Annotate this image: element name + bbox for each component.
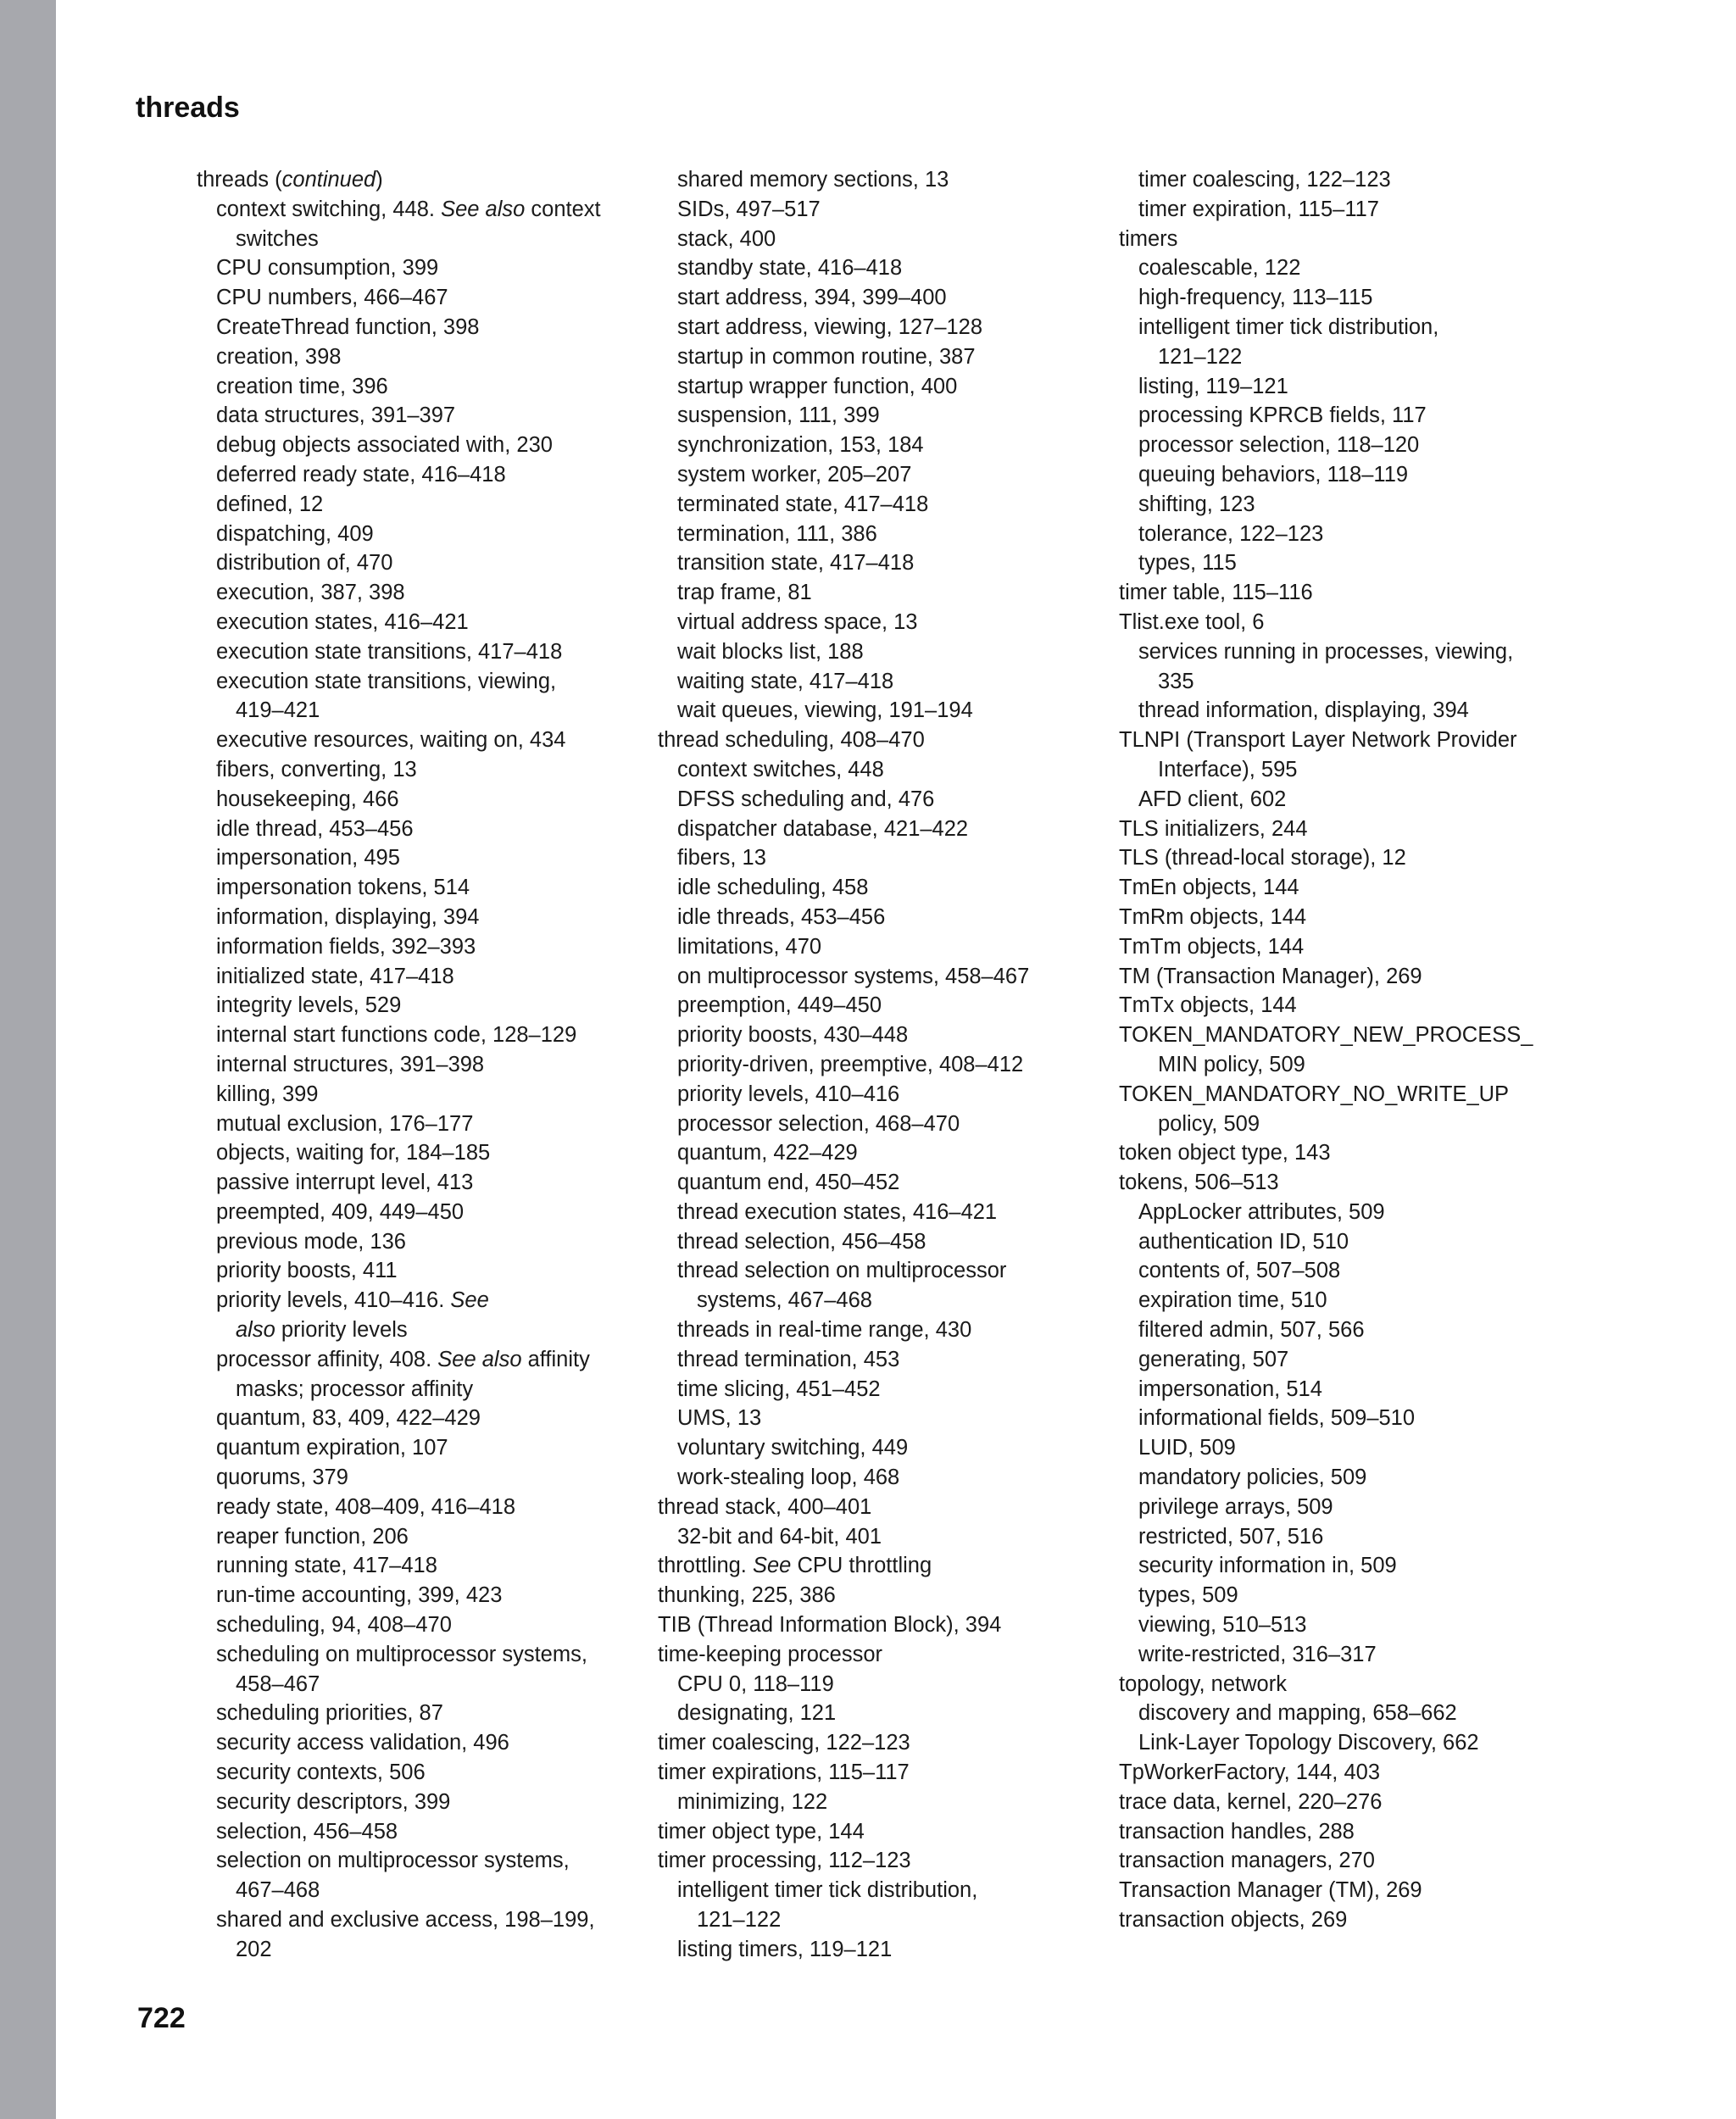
index-subentry: LUID, 509: [1138, 1436, 1236, 1460]
index-subentry: DFSS scheduling and, 476: [677, 787, 935, 811]
index-subentry: scheduling priorities, 87: [216, 1701, 443, 1726]
index-subentry: CPU numbers, 466–467: [216, 286, 448, 310]
index-subentry: termination, 111, 386: [677, 521, 877, 546]
index-subentry: initialized state, 417–418: [216, 964, 454, 988]
index-subentry: run-time accounting, 399, 423: [216, 1583, 503, 1608]
index-subentry: privilege arrays, 509: [1138, 1494, 1333, 1519]
index-entry: TmRm objects, 144: [1119, 904, 1307, 929]
index-subentry: generating, 507: [1138, 1347, 1289, 1371]
index-subentry: timer expiration, 115–117: [1138, 197, 1379, 221]
index-subentry: on multiprocessor systems, 458–467: [677, 964, 1030, 988]
index-subentry: priority-driven, preemptive, 408–412: [677, 1052, 1024, 1076]
index-subentry: quorums, 379: [216, 1466, 348, 1490]
index-entry: timer table, 115–116: [1119, 581, 1313, 605]
index-entry-continuation: 121–122: [1158, 344, 1243, 369]
index-subentry: coalescable, 122: [1138, 256, 1301, 281]
index-subentry: information, displaying, 394: [216, 904, 480, 929]
index-subentry: filtered admin, 507, 566: [1138, 1318, 1365, 1343]
index-column-1: [197, 165, 654, 1965]
index-subentry: processor selection, 118–120: [1138, 433, 1420, 458]
index-entry: TLS initializers, 244: [1119, 816, 1308, 841]
index-subentry: priority levels, 410–416. See: [216, 1288, 489, 1313]
index-subentry: types, 115: [1138, 551, 1237, 576]
index-subentry: minimizing, 122: [677, 1789, 828, 1814]
index-subentry: SIDs, 497–517: [677, 197, 821, 221]
index-subentry: internal structures, 391–398: [216, 1052, 485, 1076]
index-entry-continuation: MIN policy, 509: [1158, 1052, 1305, 1076]
index-subentry: shifting, 123: [1138, 492, 1255, 516]
index-subentry: intelligent timer tick distribution,: [1138, 314, 1439, 339]
index-entry: TIB (Thread Information Block), 394: [658, 1613, 1002, 1638]
index-subentry: execution state transitions, 417–418: [216, 639, 563, 664]
index-entry-continuation: systems, 467–468: [697, 1288, 872, 1313]
index-subentry: timer coalescing, 122–123: [1138, 168, 1391, 192]
index-subentry: creation time, 396: [216, 374, 388, 398]
index-subentry: time slicing, 451–452: [677, 1377, 881, 1401]
index-subentry: integrity levels, 529: [216, 993, 402, 1018]
index-entry: timer expirations, 115–117: [658, 1760, 910, 1785]
index-subentry: impersonation, 495: [216, 846, 400, 870]
index-subentry: high-frequency, 113–115: [1138, 286, 1373, 310]
index-subentry: threads in real-time range, 430: [677, 1318, 972, 1343]
index-subentry: deferred ready state, 416–418: [216, 462, 506, 487]
index-subentry: running state, 417–418: [216, 1554, 437, 1578]
index-entry-continuation: Interface), 595: [1158, 757, 1298, 781]
index-entry: transaction handles, 288: [1119, 1819, 1355, 1844]
index-entry: TmTm objects, 144: [1119, 934, 1305, 959]
index-subentry: internal start functions code, 128–129: [216, 1023, 577, 1048]
index-entry-continuation: 335: [1158, 669, 1194, 693]
index-subentry: thread selection, 456–458: [677, 1229, 926, 1254]
index-subentry: idle threads, 453–456: [677, 904, 886, 929]
index-entry: transaction objects, 269: [1119, 1908, 1348, 1933]
index-subentry: types, 509: [1138, 1583, 1238, 1608]
index-subentry: shared and exclusive access, 198–199,: [216, 1908, 595, 1933]
index-subentry: reaper function, 206: [216, 1524, 409, 1549]
index-subentry: terminated state, 417–418: [677, 492, 929, 516]
index-subentry: dispatching, 409: [216, 521, 374, 546]
index-subentry: quantum end, 450–452: [677, 1171, 900, 1195]
index-subentry: previous mode, 136: [216, 1229, 406, 1254]
index-subentry: distribution of, 470: [216, 551, 393, 576]
index-subentry: processor selection, 468–470: [677, 1111, 960, 1136]
index-subentry: idle thread, 453–456: [216, 816, 414, 841]
index-subentry: idle scheduling, 458: [677, 876, 869, 900]
index-subentry: tolerance, 122–123: [1138, 521, 1324, 546]
index-subentry: thread execution states, 416–421: [677, 1199, 998, 1224]
index-entry: TLNPI (Transport Layer Network Provider: [1119, 728, 1517, 753]
index-entry-continuation: 121–122: [697, 1908, 782, 1933]
index-subentry: executive resources, waiting on, 434: [216, 728, 566, 753]
index-entry: TM (Transaction Manager), 269: [1119, 964, 1422, 988]
index-subentry: security information in, 509: [1138, 1554, 1397, 1578]
index-subentry: impersonation, 514: [1138, 1377, 1322, 1401]
index-subentry: standby state, 416–418: [677, 256, 903, 281]
index-subentry: write-restricted, 316–317: [1138, 1642, 1377, 1666]
index-subentry: mandatory policies, 509: [1138, 1466, 1367, 1490]
index-subentry: housekeeping, 466: [216, 787, 399, 811]
index-subentry: scheduling on multiprocessor systems,: [216, 1642, 587, 1666]
index-subentry: processor affinity, 408. See also affinity: [216, 1347, 590, 1371]
index-subentry: restricted, 507, 516: [1138, 1524, 1324, 1549]
index-subentry: fibers, converting, 13: [216, 757, 417, 781]
index-subentry: CPU consumption, 399: [216, 256, 439, 281]
index-subentry: startup wrapper function, 400: [677, 374, 958, 398]
index-subentry: authentication ID, 510: [1138, 1229, 1349, 1254]
index-entry: threads (continued): [197, 168, 383, 192]
index-entry: topology, network: [1119, 1671, 1287, 1696]
index-subentry: selection on multiprocessor systems,: [216, 1849, 570, 1873]
index-entry-continuation: 202: [236, 1937, 272, 1961]
index-subentry: stack, 400: [677, 226, 776, 251]
index-entry-continuation: 458–467: [236, 1671, 320, 1696]
index-entry: TpWorkerFactory, 144, 403: [1119, 1760, 1381, 1785]
index-subentry: dispatcher database, 421–422: [677, 816, 969, 841]
index-subentry: security access validation, 496: [216, 1731, 509, 1755]
index-subentry: selection, 456–458: [216, 1819, 398, 1844]
index-subentry: listing, 119–121: [1138, 374, 1288, 398]
index-subentry: shared memory sections, 13: [677, 168, 949, 192]
index-subentry: scheduling, 94, 408–470: [216, 1613, 452, 1638]
index-entry: TmTx objects, 144: [1119, 993, 1297, 1018]
index-subentry: quantum, 422–429: [677, 1141, 858, 1165]
index-entry: thread stack, 400–401: [658, 1494, 872, 1519]
index-subentry: contents of, 507–508: [1138, 1259, 1341, 1283]
index-entry-continuation: policy, 509: [1158, 1111, 1260, 1136]
index-subentry: processing KPRCB fields, 117: [1138, 403, 1427, 428]
index-subentry: AppLocker attributes, 509: [1138, 1199, 1385, 1224]
index-subentry: expiration time, 510: [1138, 1288, 1327, 1313]
index-subentry: quantum expiration, 107: [216, 1436, 448, 1460]
index-entry: timer object type, 144: [658, 1819, 865, 1844]
index-subentry: execution state transitions, viewing,: [216, 669, 557, 693]
index-subentry: context switching, 448. See also context: [216, 197, 601, 221]
index-entry: TOKEN_MANDATORY_NO_WRITE_UP: [1119, 1082, 1510, 1106]
index-subentry: system worker, 205–207: [677, 462, 912, 487]
index-subentry: passive interrupt level, 413: [216, 1171, 474, 1195]
index-subentry: waiting state, 417–418: [677, 669, 894, 693]
index-subentry: viewing, 510–513: [1138, 1613, 1307, 1638]
page-edge-bar: [0, 0, 56, 2119]
index-subentry: start address, 394, 399–400: [677, 286, 947, 310]
index-subentry: context switches, 448: [677, 757, 884, 781]
index-subentry: security descriptors, 399: [216, 1789, 451, 1814]
index-entry-continuation: 419–421: [236, 698, 320, 723]
index-subentry: security contexts, 506: [216, 1760, 426, 1785]
index-subentry: queuing behaviors, 118–119: [1138, 462, 1409, 487]
index-subentry: startup in common routine, 387: [677, 344, 976, 369]
index-subentry: debug objects associated with, 230: [216, 433, 553, 458]
index-subentry: quantum, 83, 409, 422–429: [216, 1406, 481, 1431]
index-subentry: data structures, 391–397: [216, 403, 456, 428]
index-subentry: thread selection on multiprocessor: [677, 1259, 1007, 1283]
running-header: threads: [136, 92, 240, 124]
index-entry: thunking, 225, 386: [658, 1583, 836, 1608]
index-subentry: preemption, 449–450: [677, 993, 882, 1018]
index-subentry: 32-bit and 64-bit, 401: [677, 1524, 882, 1549]
index-subentry: priority levels, 410–416: [677, 1082, 900, 1106]
index-entry: Tlist.exe tool, 6: [1119, 609, 1265, 634]
index-subentry: information fields, 392–393: [216, 934, 476, 959]
index-subentry: AFD client, 602: [1138, 787, 1287, 811]
index-subentry: creation, 398: [216, 344, 342, 369]
index-subentry: transition state, 417–418: [677, 551, 915, 576]
index-entry: token object type, 143: [1119, 1141, 1331, 1165]
index-subentry: wait blocks list, 188: [677, 639, 864, 664]
index-subentry: designating, 121: [677, 1701, 837, 1726]
index-entry: transaction managers, 270: [1119, 1849, 1375, 1873]
index-entry: TmEn objects, 144: [1119, 876, 1299, 900]
index-column-3: [1119, 165, 1577, 1935]
page-number: 722: [137, 2002, 186, 2034]
index-subentry: virtual address space, 13: [677, 609, 918, 634]
index-subentry: priority boosts, 430–448: [677, 1023, 909, 1048]
index-subentry: voluntary switching, 449: [677, 1436, 909, 1460]
index-subentry: trap frame, 81: [677, 581, 812, 605]
index-subentry: fibers, 13: [677, 846, 766, 870]
index-subentry: execution states, 416–421: [216, 609, 469, 634]
index-subentry: defined, 12: [216, 492, 324, 516]
index-subentry: wait queues, viewing, 191–194: [677, 698, 973, 723]
index-entry: timers: [1119, 226, 1178, 251]
index-subentry: UMS, 13: [677, 1406, 762, 1431]
index-entry: timer coalescing, 122–123: [658, 1731, 910, 1755]
index-subentry: suspension, 111, 399: [677, 403, 880, 428]
index-subentry: start address, viewing, 127–128: [677, 314, 983, 339]
index-subentry: execution, 387, 398: [216, 581, 405, 605]
index-subentry: synchronization, 153, 184: [677, 433, 924, 458]
index-subentry: listing timers, 119–121: [677, 1937, 893, 1961]
index-entry: Transaction Manager (TM), 269: [1119, 1878, 1422, 1903]
index-entry-continuation: also priority levels: [236, 1318, 408, 1343]
index-entry-continuation: masks; processor affinity: [236, 1377, 474, 1401]
index-entry: time-keeping processor: [658, 1642, 883, 1666]
index-entry-continuation: switches: [236, 226, 319, 251]
index-column-2: [658, 165, 1116, 1965]
index-subentry: thread termination, 453: [677, 1347, 900, 1371]
index-entry: thread scheduling, 408–470: [658, 728, 925, 753]
index-subentry: informational fields, 509–510: [1138, 1406, 1416, 1431]
index-subentry: services running in processes, viewing,: [1138, 639, 1514, 664]
index-entry: TOKEN_MANDATORY_NEW_PROCESS_: [1119, 1023, 1533, 1048]
index-entry: trace data, kernel, 220–276: [1119, 1789, 1383, 1814]
index-subentry: intelligent timer tick distribution,: [677, 1878, 978, 1903]
index-subentry: discovery and mapping, 658–662: [1138, 1701, 1457, 1726]
index-subentry: ready state, 408–409, 416–418: [216, 1494, 516, 1519]
index-subentry: preempted, 409, 449–450: [216, 1199, 465, 1224]
index-entry: throttling. See CPU throttling: [658, 1554, 932, 1578]
index-subentry: limitations, 470: [677, 934, 822, 959]
index-subentry: impersonation tokens, 514: [216, 876, 470, 900]
index-subentry: work-stealing loop, 468: [677, 1466, 900, 1490]
index-subentry: CreateThread function, 398: [216, 314, 480, 339]
index-entry: timer processing, 112–123: [658, 1849, 911, 1873]
index-entry-continuation: 467–468: [236, 1878, 320, 1903]
index-subentry: killing, 399: [216, 1082, 319, 1106]
index-subentry: objects, waiting for, 184–185: [216, 1141, 491, 1165]
index-subentry: mutual exclusion, 176–177: [216, 1111, 474, 1136]
index-subentry: priority boosts, 411: [216, 1259, 398, 1283]
index-entry: tokens, 506–513: [1119, 1171, 1279, 1195]
index-entry: TLS (thread-local storage), 12: [1119, 846, 1406, 870]
index-subentry: thread information, displaying, 394: [1138, 698, 1469, 723]
index-subentry: Link-Layer Topology Discovery, 662: [1138, 1731, 1479, 1755]
index-subentry: CPU 0, 118–119: [677, 1671, 834, 1696]
